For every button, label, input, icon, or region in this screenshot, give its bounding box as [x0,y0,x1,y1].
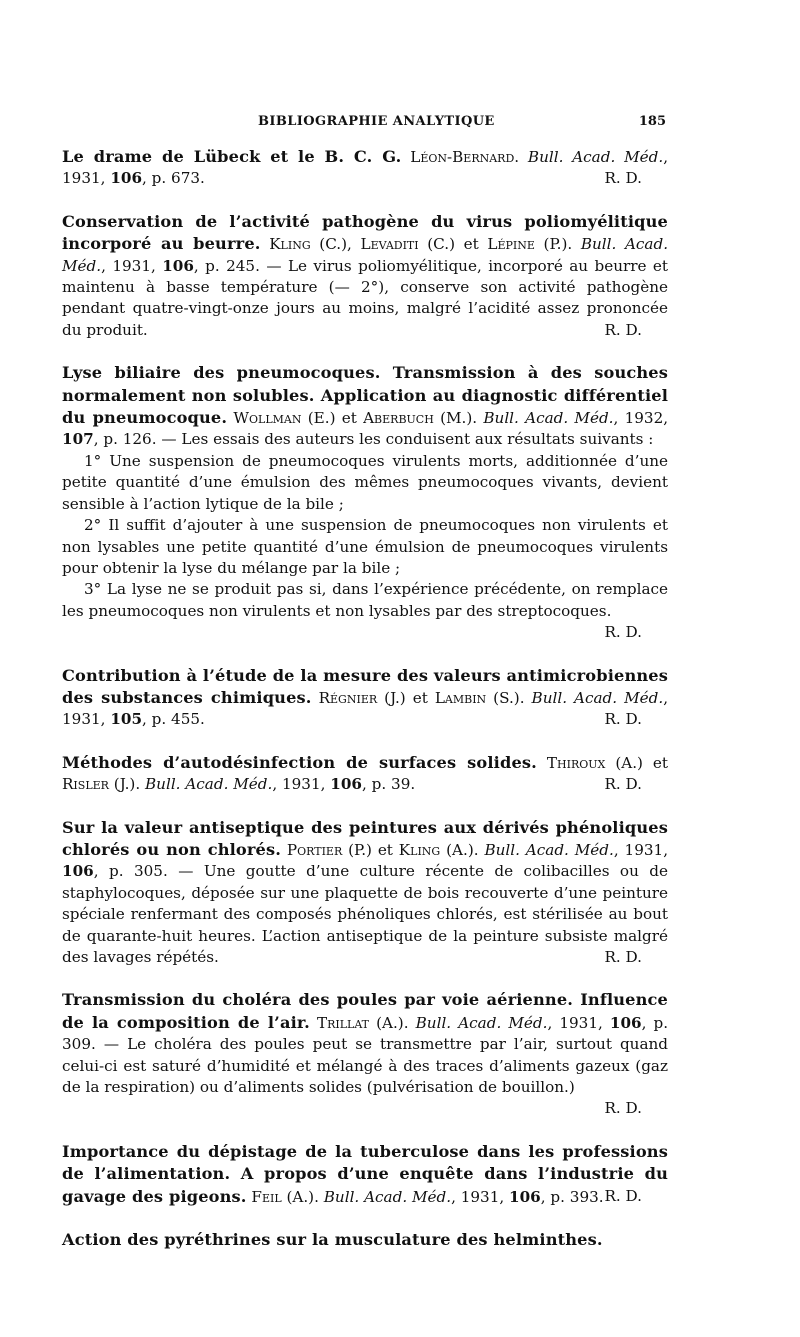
volume: 105 [110,710,143,729]
bibliography-entry: Conservation de l’activité pathogène du virus poliomyélitique incorporé au beurre. Kling (C.), Levaditi (C.) et Lépine (P.). Bull. Acad. Méd., 1931, 106, p. 245. — Le virus poliomyélitique, incorporé au beurre et maintenu à basse température (— 2°), conserve son activité pathogène pendant quatre-vingt-onze jours au moins, malgré l’acidité assez prononcée du produit. R. D. [62,211,668,341]
page-number: 185 [638,114,666,129]
journal-name: Bull. Acad. Méd. [531,688,664,707]
year: 1931 [281,775,321,794]
entry-title: Conservation de l’activité pathogène du virus poliomyélitique incorporé au beurre. [62,211,668,254]
author-name: Portier [286,840,343,859]
volume: 106 [509,1187,541,1206]
author-initials: (J.) [113,775,136,794]
journal-name: Bull. Acad. Méd. [145,775,273,794]
journal-name: Bull. Acad. Méd. [484,840,614,859]
bibliography-entry [62,1229,668,1251]
author-name: Levaditi [360,235,419,254]
reviewer-signature: R. D. [604,623,642,642]
author-name: Kling [398,840,441,859]
author-initials: (A.) [615,753,643,772]
year: 1932 [624,409,664,428]
year: 1931 [559,1013,598,1032]
entry-title: Contribution à l’étude de la mesure des valeurs antimicrobiennes des substances chimiques. [62,665,668,707]
entry-summary: Le virus poliomyélitique, incorporé au beurre et maintenu à basse température (— 2°), conserve son activité pathogène pendant quatre-vingt-onze jours au moins, malgré l’acidité assez prononcée du produit. [62,256,668,339]
entry-title: Importance du dépistage de la tuberculose dans les professions de l’alimentation. A propos d’une enquête dans l’industrie du gavage des pigeons. [62,1141,668,1206]
author-name: Thiroux [546,753,606,772]
author-name: Régnier [318,688,378,707]
year: 1931 [624,840,664,859]
bibliography-entry: Méthodes d’autodésinfection de surfaces solides. Thiroux (A.) et Risler (J.). Bull. Acad. Méd., 1931, 106, p. 39. R. D. [62,752,668,796]
author-name: Trillat [316,1013,369,1032]
entry-title: Action des pyréthrines sur la musculature des helminthes. [62,1230,603,1250]
reviewer-signature: R. D. [604,1186,642,1205]
entry-summary: Une goutte d’une culture récente de colibacilles ou de staphylocoques, déposée sur une plaquette de bois recouverte d’une peinture spéciale renfermant des composés phénoliques chlorés, est stérilisée au bout de quarante-huit heures. L’action antiseptique de la peinture subsiste malgré des lavages répétés. [62,862,668,966]
bibliography-entry: Le drame de Lübeck et le B. C. G. Léon-Bernard. Bull. Acad. Méd., 1931, 106, p. 673. R. D. [62,146,668,190]
author-name: Wollman [233,409,302,428]
author-name: Léon-Bernard [410,148,515,166]
result-point: 2° Il suffit d’ajouter à une suspension de pneumocoques non virulents et non lysables une petite quantité d’une émulsion de pneumocoques virulents pour obtenir la lyse du mélange par la bile ; [62,516,668,577]
entry-summary: Le choléra des poules peut se transmettre par l’air, surtout quand celui-ci est saturé d’humidité et mélangé à des traces d’aliments gazeux (gaz de la respiration) ou d’aliments solides (pulvérisation de bouillon.) [62,1035,669,1097]
year: 1931 [62,169,101,188]
reviewer-signature: R. D. [604,948,642,966]
bibliography-entry: Contribution à l’étude de la mesure des valeurs antimicrobiennes des substances chimiques. Régnier (J.) et Lambin (S.). Bull. Acad. Méd., 1931, 105, p. 455. R. D. [62,665,668,731]
author-name: Kling [269,235,311,254]
page-ref: p. 309 [62,1013,669,1054]
author-name: Lépine [487,235,535,254]
volume: 107 [62,430,94,449]
author-initials: (P.) [543,235,568,254]
journal-name: Bull. Acad. Méd. [527,148,664,166]
author-initials: (A.) [376,1013,404,1032]
volume: 106 [609,1013,642,1032]
reviewer-signature: R. D. [604,1099,642,1118]
result-point: 3° La lyse ne se produit pas si, dans l’expérience précédente, on remplace les pneumocoques non virulents et non lysables par des streptocoques. [62,580,668,620]
volume: 106 [110,169,143,188]
volume: 106 [162,256,194,275]
volume: 106 [62,862,94,881]
author-name: Feil [251,1187,282,1206]
journal-name: Bull. Acad. Méd. [415,1013,548,1032]
page-ref: p. 39 [371,775,411,794]
author-initials: (S.) [493,688,520,707]
author-initials: (A.) [286,1187,315,1206]
page-ref: p. 245 [205,256,256,275]
page-ref: p. 393 [550,1187,599,1206]
reviewer-signature: R. D. [604,775,642,794]
entry-title: Méthodes d’autodésinfection de surfaces solides. [62,752,537,772]
bibliography-entry: Lyse biliaire des pneumocoques. Transmission à des souches normalement non solubles. Application au diagnostic différentiel du pneumocoque. Wollman (E.) et Aberbuch (M.). Bull. Acad. Méd., 1932, 107, p. 126. — Les essais des auteurs les conduisent aux résultats suivants : 1° Une suspension de pneumocoques virulents morts, additionnée d’une petite quantité d’une émulsion des mêmes pneumocoques vivants, devient sensible à l’action lytique de la bile ; 2° Il suffit d’ajouter à une suspension de pneumocoques non virulents et non lysables une petite quantité d’une émulsion de pneumocoques virulents pour obtenir la lyse du mélange par la bile ; 3° La lyse ne se produit pas si, dans l’expérience précédente, on remplace les pneumocoques non virulents et non lysables par des streptocoques. R. D. [62,362,668,643]
journal-name: Bull. Acad. Méd. [483,409,614,428]
journal-name: Bull. Acad. Méd. [62,235,669,275]
bibliography-entry: Importance du dépistage de la tuberculose dans les professions de l’alimentation. A propos d’une enquête dans l’industrie du gavage des pigeons. Feil (A.). Bull. Acad. Méd., 1931, 106, p. 393. R. D. [62,1141,668,1206]
author-initials: (C.) [427,235,456,254]
page-ref: p. 126 [103,430,152,449]
bibliography-entry: Transmission du choléra des poules par voie aérienne. Influence de la composition de l’air. Trillat (A.). Bull. Acad. Méd., 1931, 106, p. 309. — Le choléra des poules peut se transmettre par l’air, surtout quand celui-ci est saturé d’humidité et mélangé à des traces d’aliments gazeux (gaz de la respiration) ou d’aliments solides (pulvérisation de bouillon.) R. D. [62,989,668,1119]
author-initials: (J.) [384,688,406,707]
page-ref: p. 305 [108,862,163,881]
author-initials: (C.) [319,235,348,254]
bibliography-entry: Sur la valeur antiseptique des peintures aux dérivés phénoliques chlorés ou non chlorés. Portier (P.) et Kling (A.). Bull. Acad. Méd., 1931, 106, p. 305. — Une goutte d’une culture récente de colibacilles ou de staphylocoques, déposée sur une plaquette de bois recouverte d’une peinture spéciale renfermant des composés phénoliques chlorés, est stérilisée au bout de quarante-huit heures. L’action antiseptique de la peinture subsiste malgré des lavages répétés. R. D. [62,817,668,969]
reviewer-signature: R. D. [604,169,642,188]
running-head [62,114,666,134]
result-point: 1° Une suspension de pneumocoques virulents morts, additionnée d’une petite quantité d’une émulsion des mêmes pneumocoques vivants, devient sensible à l’action lytique de la bile ; [62,451,668,513]
entry-title: Lyse biliaire des pneumocoques. Transmission à des souches normalement non solubles. Application au diagnostic différentiel du pneumocoque. [62,363,668,428]
entry-summary: Les essais des auteurs les conduisent aux résultats suivants : [181,430,654,449]
author-initials: (A.) [446,840,474,859]
author-name: Lambin [434,688,487,707]
entry-title: Transmission du choléra des poules par voie aérienne. Influence de la composition de l’air. [62,990,668,1032]
page-ref: p. 455 [151,710,201,729]
reviewer-signature: R. D. [604,710,642,729]
running-head-title: BIBLIOGRAPHIE ANALYTIQUE [258,114,495,129]
reviewer-signature: R. D. [604,320,642,339]
year: 1931 [112,256,151,275]
journal-name: Bull. Acad. Méd. [323,1187,452,1206]
author-name: Aberbuch [363,409,434,428]
year: 1931 [62,710,101,729]
entry-title: Sur la valeur antiseptique des peintures aux dérivés phénoliques chlorés ou non chlorés. [62,817,668,859]
author-name: Risler [62,775,109,794]
entry-title: Le drame de Lübeck et le B. C. G. [62,147,402,166]
author-initials: (M.) [440,409,473,428]
volume: 106 [330,775,362,794]
year: 1931 [460,1187,500,1206]
author-initials: (P.) [348,840,372,859]
page-ref: p. 673 [151,169,201,188]
bibliography-list [62,146,668,1272]
author-initials: (E.) [307,409,336,428]
